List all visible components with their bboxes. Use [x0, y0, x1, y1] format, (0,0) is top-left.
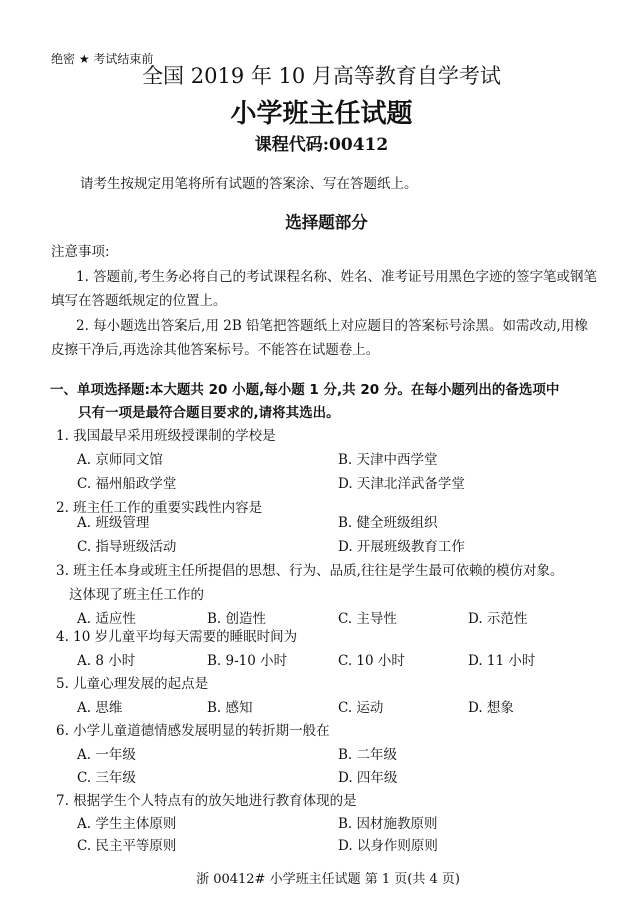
note-2-line2: 皮擦干净后,再选涂其他答案标号。不能答在试题卷上。: [51, 342, 380, 358]
page-footer: 浙 00412# 小学班主任试题 第 1 页(共 4 页): [196, 872, 460, 887]
question-3-option-d: D. 示范性: [468, 611, 528, 627]
question-7-option-b: B. 因材施教原则: [338, 816, 438, 832]
notes-heading: 注意事项:: [51, 244, 110, 260]
question-2-option-d: D. 开展班级教育工作: [338, 539, 465, 555]
question-6-option-d: D. 四年级: [338, 770, 398, 786]
subject-title: 小学班主任试题: [230, 99, 413, 129]
part-one-heading-cont: 只有一项是最符合题目要求的,请将其选出。: [78, 405, 340, 421]
instruction-text: 请考生按规定用笔将所有试题的答案涂、写在答题纸上。: [80, 176, 418, 192]
course-code: 课程代码:00412: [254, 135, 389, 155]
question-6-option-a: A. 一年级: [77, 747, 136, 763]
note-1-line1: 1. 答题前,考生务必将自己的考试课程名称、姓名、准考证号用黑色字迹的签字笔或钢笔: [76, 269, 597, 285]
confidential-label: 绝密 ★ 考试结束前: [51, 52, 154, 66]
question-2-stem: 2. 班主任工作的重要实践性内容是: [56, 500, 263, 516]
question-6-stem: 6. 小学儿童道德情感发展明显的转折期一般在: [56, 723, 330, 739]
question-5-option-a: A. 思维: [77, 700, 123, 716]
question-2-option-a: A. 班级管理: [77, 515, 150, 531]
question-1-option-c: C. 福州船政学堂: [77, 476, 177, 492]
part-one-heading: 一、单项选择题:本大题共 20 小题,每小题 1 分,共 20 分。在每小题列出的备选项中: [50, 382, 560, 398]
question-3-stem: 3. 班主任本身或班主任所提倡的思想、行为、品质,往往是学生最可依赖的模仿对象。: [56, 563, 564, 579]
question-4-option-b: B. 9-10 小时: [207, 653, 288, 669]
question-3-stem-cont: 这体现了班主任工作的: [69, 587, 204, 603]
question-7-option-c: C. 民主平等原则: [77, 838, 177, 854]
note-1-line2: 填写在答题纸规定的位置上。: [51, 293, 227, 309]
question-3-option-b: B. 创造性: [207, 611, 267, 627]
question-4-stem: 4. 10 岁儿童平均每天需要的睡眠时间为: [56, 629, 298, 645]
question-3-option-a: A. 适应性: [77, 611, 136, 627]
question-7-stem: 7. 根据学生个人特点有的放矢地进行教育体现的是: [56, 793, 357, 809]
question-4-option-d: D. 11 小时: [468, 653, 536, 669]
question-1-option-b: B. 天津中西学堂: [338, 452, 438, 468]
question-4-option-a: A. 8 小时: [77, 653, 136, 669]
question-7-option-d: D. 以身作则原则: [338, 838, 438, 854]
question-3-option-c: C. 主导性: [338, 611, 397, 627]
section-title: 选择题部分: [285, 213, 368, 232]
question-5-stem: 5. 儿童心理发展的起点是: [56, 676, 209, 692]
question-6-option-b: B. 二年级: [338, 747, 398, 763]
question-1-option-d: D. 天津北洋武备学堂: [338, 476, 465, 492]
question-5-option-c: C. 运动: [338, 700, 384, 716]
question-5-option-b: B. 感知: [207, 700, 253, 716]
question-4-option-c: C. 10 小时: [338, 653, 405, 669]
exam-title: 全国 2019 年 10 月高等教育自学考试: [142, 64, 501, 88]
question-5-option-d: D. 想象: [468, 700, 514, 716]
note-2-line1: 2. 每小题选出答案后,用 2B 铅笔把答题纸上对应题目的答案标号涂黑。如需改动,用橡: [76, 318, 588, 334]
question-7-option-a: A. 学生主体原则: [77, 816, 177, 832]
question-6-option-c: C. 三年级: [77, 770, 136, 786]
question-2-option-b: B. 健全班级组织: [338, 515, 438, 531]
question-1-option-a: A. 京师同文馆: [77, 452, 163, 468]
question-1-stem: 1. 我国最早采用班级授课制的学校是: [56, 428, 276, 444]
question-2-option-c: C. 指导班级活动: [77, 539, 177, 555]
